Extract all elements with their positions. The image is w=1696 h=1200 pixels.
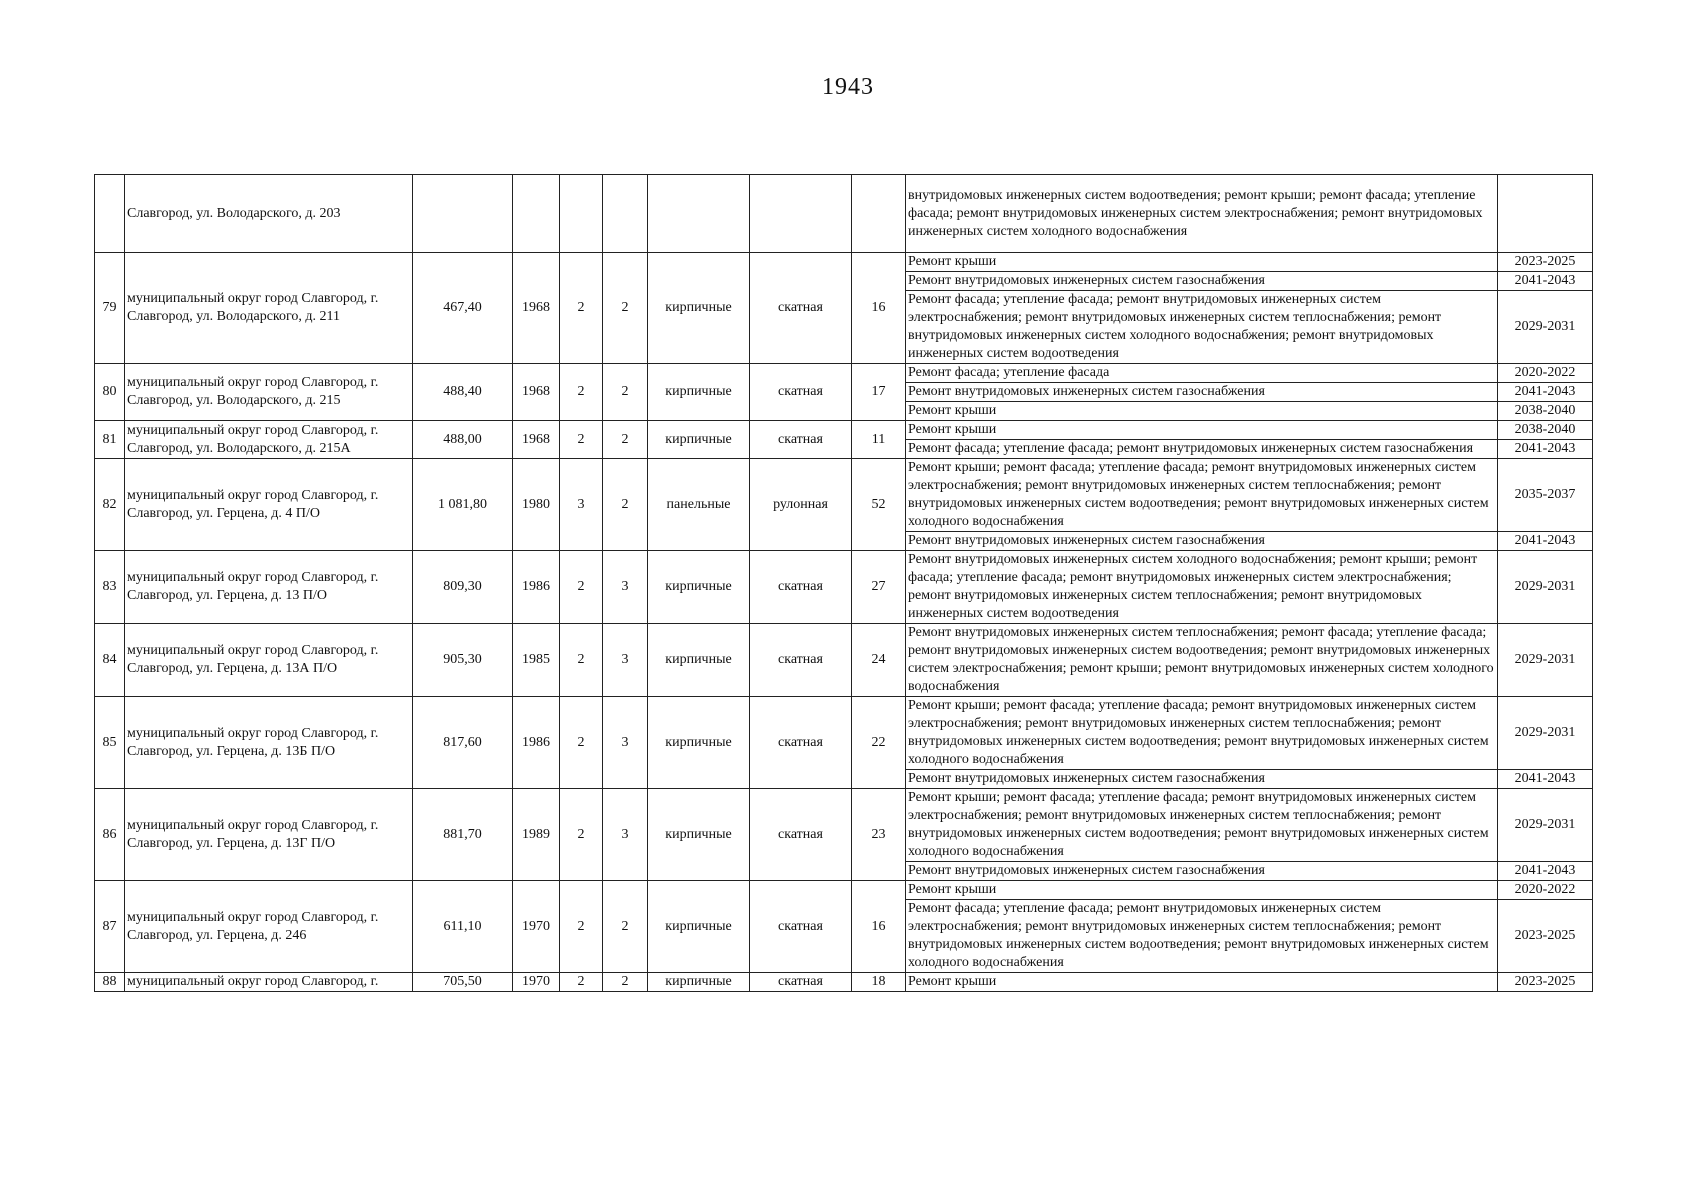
cell-year: 1989 — [513, 789, 560, 881]
table-row — [95, 881, 1593, 900]
cell-count: 24 — [852, 624, 906, 697]
cell-year: 1986 — [513, 551, 560, 624]
cell-floors: 2 — [560, 881, 603, 973]
cell-entrances: 3 — [603, 624, 648, 697]
cell-floors: 2 — [560, 551, 603, 624]
cell-period: 2020-2022 — [1498, 364, 1593, 383]
cell-year: 1970 — [513, 881, 560, 973]
cell-roof — [750, 175, 852, 253]
cell-period: 2023-2025 — [1498, 900, 1593, 973]
cell-num: 85 — [95, 697, 125, 789]
cell-area: 467,40 — [413, 253, 513, 364]
cell-floors: 2 — [560, 253, 603, 364]
cell-period: 2029-2031 — [1498, 697, 1593, 770]
cell-work: Ремонт внутридомовых инженерных систем холодного водоснабжения; ремонт крыши; ремонт фасада; утепление фасада; ремонт внутридомовых инженерных систем электроснабжения; ремонт внутридомовых инженерных систем теплоснабжения; ремонт внутридомовых инженерных систем водоотведения — [906, 551, 1498, 624]
table-row — [95, 253, 1593, 272]
cell-num: 79 — [95, 253, 125, 364]
cell-year: 1968 — [513, 364, 560, 421]
cell-address: муниципальный округ город Славгород, г. — [125, 973, 413, 992]
cell-period: 2023-2025 — [1498, 253, 1593, 272]
cell-work: Ремонт крыши — [906, 973, 1498, 992]
cell-period: 2029-2031 — [1498, 789, 1593, 862]
cell-work: Ремонт внутридомовых инженерных систем газоснабжения — [906, 770, 1498, 789]
cell-walls: кирпичные — [648, 253, 750, 364]
cell-area: 705,50 — [413, 973, 513, 992]
cell-period: 2041-2043 — [1498, 383, 1593, 402]
table-row — [95, 697, 1593, 770]
cell-floors: 2 — [560, 364, 603, 421]
cell-floors: 2 — [560, 697, 603, 789]
cell-address: Славгород, ул. Володарского, д. 203 — [125, 175, 413, 253]
cell-entrances: 3 — [603, 551, 648, 624]
cell-num — [95, 175, 125, 253]
table-row — [95, 973, 1593, 992]
cell-period: 2041-2043 — [1498, 770, 1593, 789]
cell-num: 87 — [95, 881, 125, 973]
continuation-row — [95, 175, 1593, 253]
table-row — [95, 364, 1593, 383]
cell-walls: панельные — [648, 459, 750, 551]
cell-address: муниципальный округ город Славгород, г. Славгород, ул. Герцена, д. 13А П/О — [125, 624, 413, 697]
cell-num: 83 — [95, 551, 125, 624]
cell-walls: кирпичные — [648, 551, 750, 624]
cell-work: Ремонт внутридомовых инженерных систем теплоснабжения; ремонт фасада; утепление фасада; ремонт внутридомовых инженерных систем водоотведения; ремонт внутридомовых инженерных систем электроснабжения; ремонт крыши; ремонт внутридомовых инженерных систем холодного водоснабжения — [906, 624, 1498, 697]
cell-roof: скатная — [750, 624, 852, 697]
cell-roof: скатная — [750, 789, 852, 881]
cell-entrances: 2 — [603, 253, 648, 364]
cell-num: 88 — [95, 973, 125, 992]
cell-area: 817,60 — [413, 697, 513, 789]
cell-count: 11 — [852, 421, 906, 459]
cell-work: Ремонт внутридомовых инженерных систем газоснабжения — [906, 862, 1498, 881]
cell-walls: кирпичные — [648, 973, 750, 992]
cell-area: 488,00 — [413, 421, 513, 459]
cell-address: муниципальный округ город Славгород, г. Славгород, ул. Герцена, д. 13Б П/О — [125, 697, 413, 789]
cell-address: муниципальный округ город Славгород, г. Славгород, ул. Володарского, д. 215 — [125, 364, 413, 421]
cell-period: 2041-2043 — [1498, 440, 1593, 459]
table-row — [95, 624, 1593, 697]
cell-period: 2029-2031 — [1498, 624, 1593, 697]
cell-address: муниципальный округ город Славгород, г. Славгород, ул. Герцена, д. 13 П/О — [125, 551, 413, 624]
cell-area — [413, 175, 513, 253]
cell-period: 2035-2037 — [1498, 459, 1593, 532]
cell-period: 2038-2040 — [1498, 421, 1593, 440]
cell-num: 81 — [95, 421, 125, 459]
cell-num: 86 — [95, 789, 125, 881]
cell-walls: кирпичные — [648, 881, 750, 973]
cell-floors — [560, 175, 603, 253]
cell-work: Ремонт фасада; утепление фасада; ремонт внутридомовых инженерных систем электроснабжения; ремонт внутридомовых инженерных систем теплоснабжения; ремонт внутридомовых инженерных систем водоотведения; ремонт внутридомовых инженерных систем холодного водоснабжения — [906, 900, 1498, 973]
cell-work: Ремонт крыши — [906, 402, 1498, 421]
cell-entrances — [603, 175, 648, 253]
cell-period — [1498, 175, 1593, 253]
cell-num: 82 — [95, 459, 125, 551]
cell-entrances: 2 — [603, 421, 648, 459]
cell-roof: скатная — [750, 421, 852, 459]
cell-work: внутридомовых инженерных систем водоотведения; ремонт крыши; ремонт фасада; утепление фасада; ремонт внутридомовых инженерных систем электроснабжения; ремонт внутридомовых инженерных систем холодного водоснабжения — [906, 175, 1498, 253]
cell-address: муниципальный округ город Славгород, г. Славгород, ул. Герцена, д. 13Г П/О — [125, 789, 413, 881]
cell-area: 905,30 — [413, 624, 513, 697]
cell-roof: скатная — [750, 881, 852, 973]
cell-work: Ремонт внутридомовых инженерных систем газоснабжения — [906, 532, 1498, 551]
cell-period: 2041-2043 — [1498, 272, 1593, 291]
cell-year: 1986 — [513, 697, 560, 789]
cell-floors: 3 — [560, 459, 603, 551]
cell-entrances: 3 — [603, 789, 648, 881]
cell-floors: 2 — [560, 973, 603, 992]
cell-roof: скатная — [750, 697, 852, 789]
cell-area: 809,30 — [413, 551, 513, 624]
cell-num: 84 — [95, 624, 125, 697]
cell-work: Ремонт крыши — [906, 881, 1498, 900]
cell-address: муниципальный округ город Славгород, г. Славгород, ул. Герцена, д. 246 — [125, 881, 413, 973]
cell-area: 881,70 — [413, 789, 513, 881]
cell-count: 16 — [852, 881, 906, 973]
cell-area: 611,10 — [413, 881, 513, 973]
cell-count — [852, 175, 906, 253]
page-number: 1943 — [822, 74, 874, 100]
cell-count: 27 — [852, 551, 906, 624]
cell-year — [513, 175, 560, 253]
cell-count: 22 — [852, 697, 906, 789]
cell-work: Ремонт фасада; утепление фасада; ремонт внутридомовых инженерных систем газоснабжения — [906, 440, 1498, 459]
cell-walls: кирпичные — [648, 421, 750, 459]
table-row — [95, 789, 1593, 862]
cell-work: Ремонт фасада; утепление фасада; ремонт внутридомовых инженерных систем электроснабжения; ремонт внутридомовых инженерных систем теплоснабжения; ремонт внутридомовых инженерных систем холодного водоснабжения; ремонт внутридомовых инженерных систем водоотведения — [906, 291, 1498, 364]
cell-roof: рулонная — [750, 459, 852, 551]
cell-count: 18 — [852, 973, 906, 992]
cell-work: Ремонт крыши — [906, 421, 1498, 440]
cell-period: 2020-2022 — [1498, 881, 1593, 900]
cell-roof: скатная — [750, 973, 852, 992]
cell-entrances: 2 — [603, 364, 648, 421]
cell-period: 2041-2043 — [1498, 862, 1593, 881]
cell-area: 1 081,80 — [413, 459, 513, 551]
cell-work: Ремонт внутридомовых инженерных систем газоснабжения — [906, 383, 1498, 402]
cell-year: 1985 — [513, 624, 560, 697]
cell-period: 2029-2031 — [1498, 551, 1593, 624]
cell-area: 488,40 — [413, 364, 513, 421]
cell-count: 52 — [852, 459, 906, 551]
cell-work: Ремонт крыши; ремонт фасада; утепление фасада; ремонт внутридомовых инженерных систем электроснабжения; ремонт внутридомовых инженерных систем теплоснабжения; ремонт внутридомовых инженерных систем водоотведения; ремонт внутридомовых инженерных систем холодного водоснабжения — [906, 697, 1498, 770]
cell-address: муниципальный округ город Славгород, г. Славгород, ул. Володарского, д. 215А — [125, 421, 413, 459]
cell-walls: кирпичные — [648, 789, 750, 881]
table-row — [95, 551, 1593, 624]
cell-work: Ремонт крыши — [906, 253, 1498, 272]
table-body — [95, 175, 1593, 992]
cell-period: 2023-2025 — [1498, 973, 1593, 992]
cell-year: 1968 — [513, 253, 560, 364]
cell-period: 2029-2031 — [1498, 291, 1593, 364]
cell-address: муниципальный округ город Славгород, г. Славгород, ул. Володарского, д. 211 — [125, 253, 413, 364]
repair-schedule-table — [94, 174, 1593, 992]
cell-floors: 2 — [560, 421, 603, 459]
cell-walls: кирпичные — [648, 697, 750, 789]
cell-work: Ремонт крыши; ремонт фасада; утепление фасада; ремонт внутридомовых инженерных систем электроснабжения; ремонт внутридомовых инженерных систем теплоснабжения; ремонт внутридомовых инженерных систем водоотведения; ремонт внутридомовых инженерных систем холодного водоснабжения — [906, 459, 1498, 532]
table-row — [95, 421, 1593, 440]
cell-work: Ремонт фасада; утепление фасада — [906, 364, 1498, 383]
cell-entrances: 2 — [603, 881, 648, 973]
cell-walls — [648, 175, 750, 253]
cell-count: 16 — [852, 253, 906, 364]
table-row — [95, 459, 1593, 532]
cell-period: 2041-2043 — [1498, 532, 1593, 551]
cell-count: 17 — [852, 364, 906, 421]
cell-roof: скатная — [750, 253, 852, 364]
cell-floors: 2 — [560, 624, 603, 697]
cell-walls: кирпичные — [648, 364, 750, 421]
cell-address: муниципальный округ город Славгород, г. Славгород, ул. Герцена, д. 4 П/О — [125, 459, 413, 551]
cell-floors: 2 — [560, 789, 603, 881]
cell-num: 80 — [95, 364, 125, 421]
cell-walls: кирпичные — [648, 624, 750, 697]
cell-year: 1968 — [513, 421, 560, 459]
cell-year: 1980 — [513, 459, 560, 551]
cell-entrances: 2 — [603, 973, 648, 992]
cell-year: 1970 — [513, 973, 560, 992]
cell-entrances: 3 — [603, 697, 648, 789]
cell-work: Ремонт крыши; ремонт фасада; утепление фасада; ремонт внутридомовых инженерных систем электроснабжения; ремонт внутридомовых инженерных систем теплоснабжения; ремонт внутридомовых инженерных систем водоотведения; ремонт внутридомовых инженерных систем холодного водоснабжения — [906, 789, 1498, 862]
cell-work: Ремонт внутридомовых инженерных систем газоснабжения — [906, 272, 1498, 291]
cell-roof: скатная — [750, 364, 852, 421]
cell-roof: скатная — [750, 551, 852, 624]
cell-count: 23 — [852, 789, 906, 881]
cell-period: 2038-2040 — [1498, 402, 1593, 421]
cell-entrances: 2 — [603, 459, 648, 551]
